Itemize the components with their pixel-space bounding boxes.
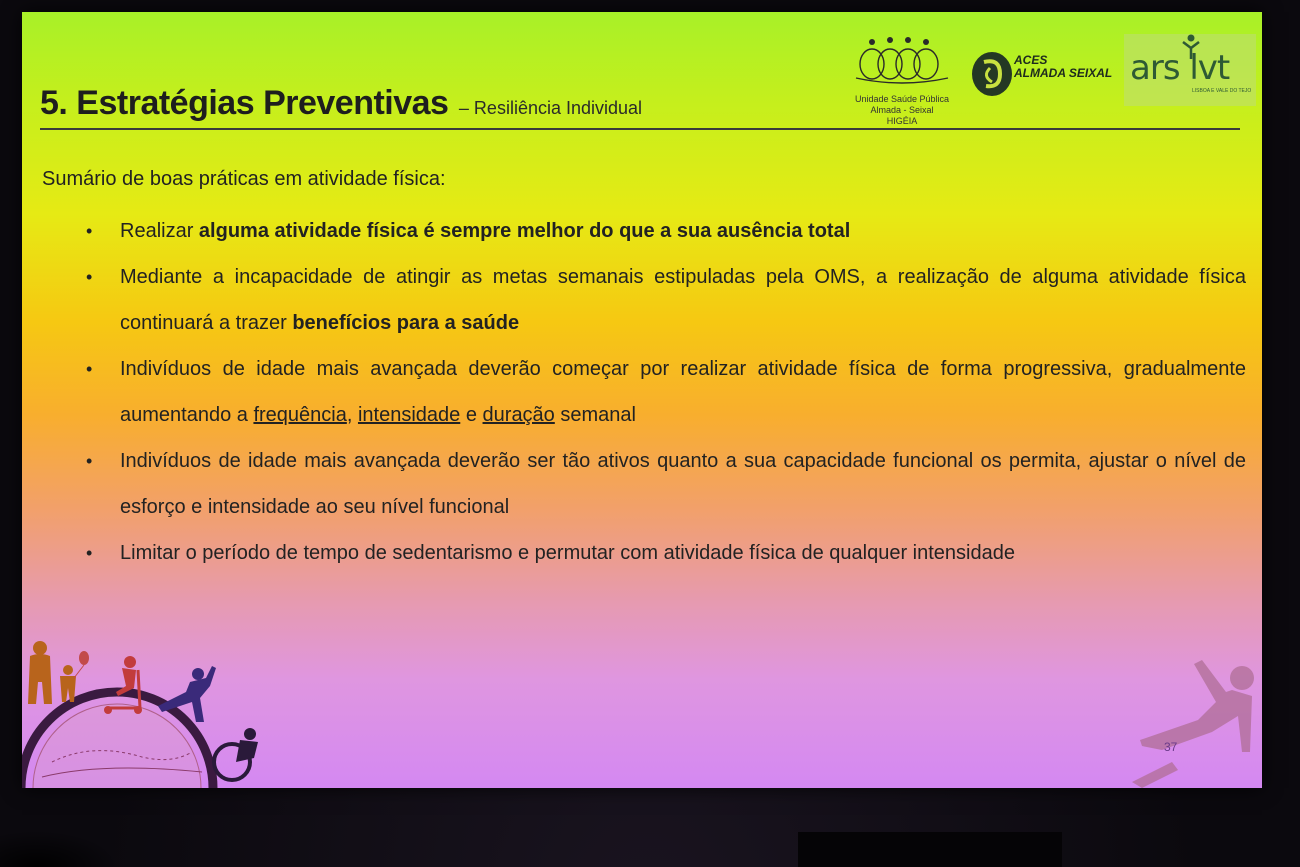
bullet-underlined-term: frequência (253, 404, 347, 426)
bullet-item (86, 438, 1246, 530)
ars-person-icon (1180, 34, 1202, 60)
bullet-underlined-term: duração (482, 404, 555, 426)
usp-name: Unidade Saúde Pública (854, 94, 950, 104)
bullet-list (86, 208, 1246, 576)
audience-shadow (0, 830, 120, 867)
bullet-item (86, 254, 1246, 346)
bullet-marker: • (86, 451, 93, 471)
aces-line2: ALMADA SEIXAL (1014, 66, 1113, 80)
bullet-text: e (460, 404, 483, 426)
balloon-icon (74, 651, 89, 678)
jumping-person-icon (158, 666, 216, 722)
bullet-text: Realizar (120, 220, 199, 242)
logo-bar (842, 34, 1262, 129)
bullet-marker: • (86, 359, 93, 379)
decorative-silhouettes-left (22, 612, 282, 788)
bullet-text: , (346, 404, 358, 426)
aces-logo (970, 48, 1113, 98)
bullet-emphasis: alguma atividade física é sempre melhor do que a sua ausência total (198, 220, 851, 242)
wheelchair-athlete-icon (214, 728, 258, 780)
family-silhouette-icon (28, 641, 76, 704)
ars-logo (1124, 34, 1256, 106)
summary-heading: Sumário de boas práticas em atividade física: (42, 168, 446, 190)
projected-slide (22, 12, 1262, 788)
dark-panel (798, 832, 1062, 867)
bullet-marker: • (86, 543, 93, 563)
bullet-text: Indivíduos de idade mais avançada deverão ser tão ativos quanto a sua capacidade funcional os permita, ajustar o nível de esforço e intensidade ao seu nível funcional (120, 450, 1246, 518)
bullet-item (86, 346, 1246, 438)
bullet-item (86, 530, 1246, 576)
aces-line1: ACES (1014, 53, 1048, 67)
usp-logo-icon (842, 34, 962, 92)
ars-wordmark: ars lvt (1130, 48, 1230, 88)
bullet-text: Indivíduos de idade mais avançada deverão começar por realizar atividade física de forma progressiva, gradualmente aumentando a (120, 358, 1246, 426)
bullet-underlined-term: intensidade (357, 404, 461, 426)
aces-logo-icon (970, 48, 1016, 98)
usp-location: Almada - Seixal (870, 105, 934, 115)
decorative-silhouettes-right (1102, 612, 1262, 788)
title-row (40, 84, 642, 126)
bullet-emphasis: benefícios para a saúde (292, 312, 520, 334)
slide-title: 5. Estratégias Preventivas (40, 84, 449, 122)
bullet-marker: • (86, 221, 93, 241)
bullet-text: Limitar o período de tempo de sedentarismo e permutar com atividade física de qualquer intensidade (120, 542, 1015, 564)
bullet-marker: • (86, 267, 93, 287)
usp-logo (842, 34, 962, 124)
usp-unit: HIGÉIA (886, 116, 918, 126)
slide-subtitle: – Resiliência Individual (458, 98, 643, 118)
globe-arc-icon (22, 692, 213, 788)
page-number: 37 (1164, 740, 1178, 754)
falling-person-icon (1132, 660, 1254, 788)
bullet-text: semanal (554, 404, 636, 426)
bullet-item (86, 208, 1246, 254)
ars-tagline: LISBOA E VALE DO TEJO (1192, 88, 1252, 94)
bullet-text: Mediante a incapacidade de atingir as metas semanais estipuladas pela OMS, a realização de alguma atividade física continuará a trazer (120, 266, 1246, 334)
